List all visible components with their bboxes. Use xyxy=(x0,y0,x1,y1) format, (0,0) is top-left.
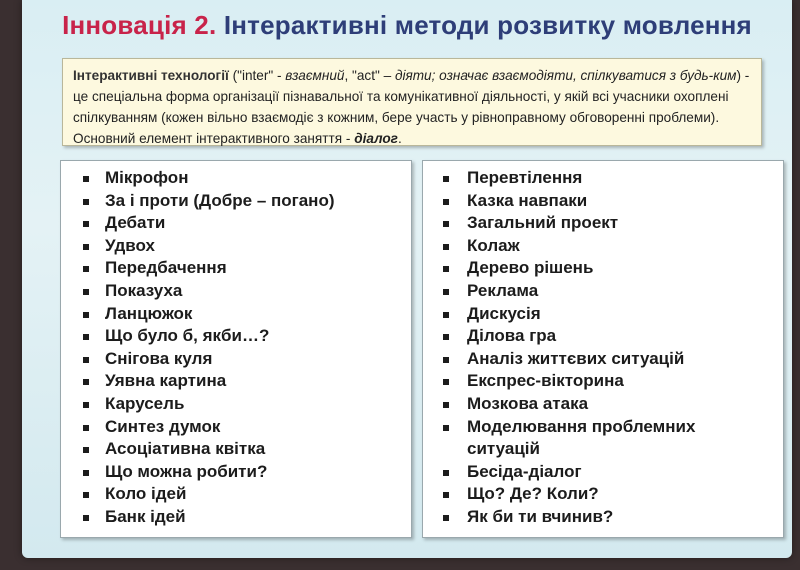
method-list-item: Синтез думок xyxy=(61,416,411,439)
method-list-item: Реклама xyxy=(423,280,783,303)
method-list-item: Колаж xyxy=(423,235,783,258)
right-methods-list xyxy=(423,161,783,529)
method-list-item: ситуацій xyxy=(467,439,540,459)
slide-title xyxy=(22,10,792,41)
method-list-item: Мікрофон xyxy=(61,167,411,190)
method-list-item: Коло ідей xyxy=(61,483,411,506)
method-list-item: Дерево рішень xyxy=(423,257,783,280)
definition-key-element: діалог xyxy=(354,131,398,146)
method-list-item: Що можна робити? xyxy=(61,461,411,484)
right-methods-box xyxy=(422,160,784,538)
definition-inter-meaning: взаємний xyxy=(285,68,345,83)
method-list-item: Що було б, якби…? xyxy=(61,325,411,348)
method-list-item: Удвох xyxy=(61,235,411,258)
method-list-item: Моделювання проблемних xyxy=(423,416,783,439)
method-list-item: Бесіда-діалог xyxy=(423,461,783,484)
method-list-item: Ділова гра xyxy=(423,325,783,348)
method-list-item: Загальний проект xyxy=(423,212,783,235)
method-list-item: Показуха xyxy=(61,280,411,303)
method-list-item: Дискусія xyxy=(423,303,783,326)
method-list-item: Аналіз життєвих ситуацій xyxy=(423,348,783,371)
method-list-item: Передбачення xyxy=(61,257,411,280)
definition-part1: ("inter" - xyxy=(228,68,286,83)
definition-box xyxy=(62,58,762,146)
definition-part2: , "act" – xyxy=(344,68,395,83)
presentation-slide xyxy=(22,0,792,558)
definition-part3: ) - це спеціальна форма організації пізнавальної та комунікативної діяльності, у якій всі учасники охоплені спілкуванням (кожен вільно взаємодіє з кожним, бере участь у рівноправному обговоренні проблеми). Основний елемент інтерактивного заняття - xyxy=(73,68,750,146)
definition-end: . xyxy=(397,131,402,146)
method-list-item: Що? Де? Коли? xyxy=(423,483,783,506)
left-methods-list xyxy=(61,161,411,529)
definition-act-meaning: діяти; означає взаємодіяти, спілкуватися з будь-ким xyxy=(394,68,737,83)
left-methods-box xyxy=(60,160,412,538)
method-list-item: Перевтілення xyxy=(423,167,783,190)
method-list-item: Банк ідей xyxy=(61,506,411,529)
method-list-item: Асоціативна квітка xyxy=(61,438,411,461)
method-list-item: Як би ти вчинив? xyxy=(423,506,783,529)
title-text: Інтерактивні методи розвитку мовлення xyxy=(223,10,752,40)
method-list-item: Дебати xyxy=(61,212,411,235)
method-list-item: Ланцюжок xyxy=(61,303,411,326)
method-list-item: Казка навпаки xyxy=(423,190,783,213)
method-list-item: Снігова куля xyxy=(61,348,411,371)
method-list-item: Мозкова атака xyxy=(423,393,783,416)
title-accent: Інновація 2. xyxy=(62,10,217,40)
method-list-item: Уявна картина xyxy=(61,370,411,393)
method-list-item: За і проти (Добре – погано) xyxy=(61,190,411,213)
definition-term: Інтерактивні технології xyxy=(73,68,229,83)
method-list-item: Експрес-вікторина xyxy=(423,370,783,393)
method-list-item: Карусель xyxy=(61,393,411,416)
